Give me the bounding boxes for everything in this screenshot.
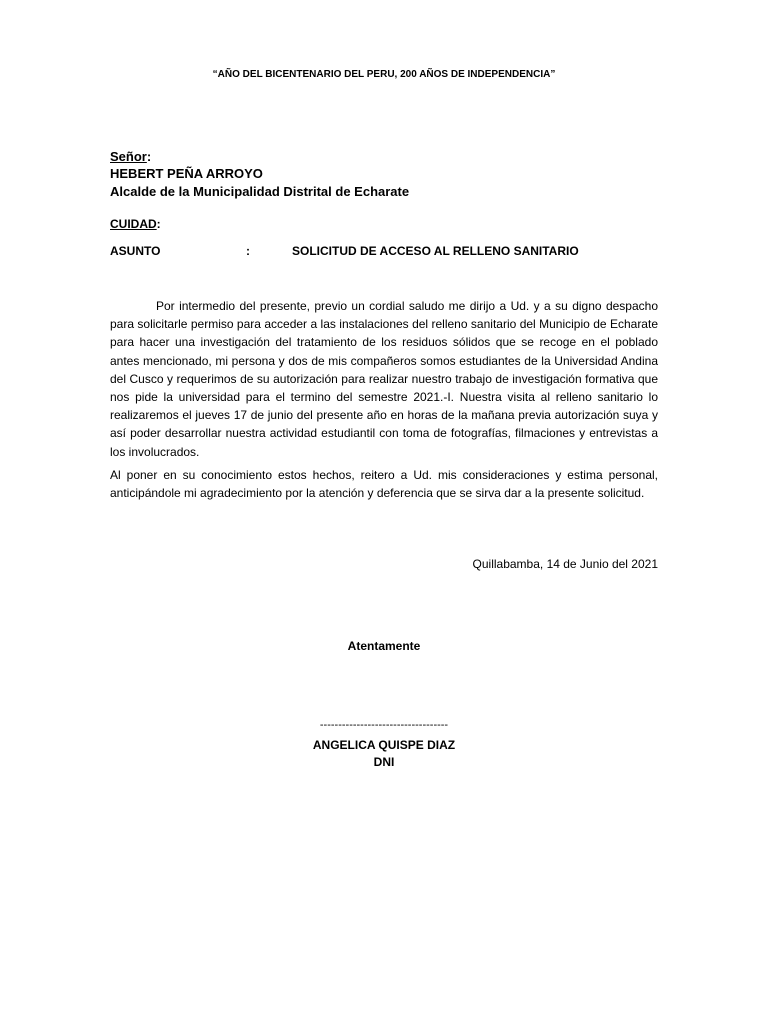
- closing: Atentamente: [347, 639, 421, 653]
- subject-text: SOLICITUD DE ACCESO AL RELLENO SANITARIO: [292, 244, 579, 258]
- subject-colon: :: [246, 244, 250, 258]
- recipient-title: Alcalde de la Municipalidad Distrital de Echarate: [110, 184, 410, 199]
- year-header: “AÑO DEL BICENTENARIO DEL PERU, 200 AÑOS DE INDEPENDENCIA”: [212, 69, 556, 80]
- body-paragraph-1: Por intermedio del presente, previo un cordial saludo me dirijo a Ud. y a su digno despacho para solicitarle permiso para acceder a las instalaciones del relleno sanitario del Municipio de Echarate para hacer una investigación del tratamiento de los residuos sólidos que se recoge en el poblado antes mencionado, mi persona y dos de mis compañeros somos estudiantes de la Universidad Andina del Cusco y requerimos de su autorización para realizar nuestro trabajo de investigación formativa que nos pide la universidad para el termino del semestre 2021.-I. Nuestra visita al relleno sanitario lo realizaremos el jueves 17 de junio del presente año en horas de la mañana previa autorización suya y así poder desarrollar nuestra actividad estudiantil con toma de fotografías, filmaciones y entrevistas a los involucrados.: [110, 299, 658, 459]
- signer-name: ANGELICA QUISPE DIAZ: [312, 738, 456, 752]
- city-label: CUIDAD: [110, 217, 157, 231]
- city-colon: :: [156, 217, 161, 231]
- city-line: [110, 217, 161, 231]
- date-line: Quillabamba, 14 de Junio del 2021: [472, 557, 658, 571]
- body-paragraph-2: Al poner en su conocimiento estos hechos, reitero a Ud. mis consideraciones y estima personal, anticipándole mi agradecimiento por la atención y deferencia que se sirva dar a la presente solicitud.: [110, 468, 658, 501]
- subject-label: ASUNTO: [110, 244, 161, 258]
- recipient-name: HEBERT PEÑA ARROYO: [110, 166, 263, 181]
- signer-id-label: DNI: [373, 755, 395, 769]
- salutation-colon: :: [146, 149, 152, 164]
- salutation-line: [110, 149, 151, 164]
- salutation: Señor: [110, 149, 147, 164]
- signature-line: -----------------------------------: [319, 719, 449, 731]
